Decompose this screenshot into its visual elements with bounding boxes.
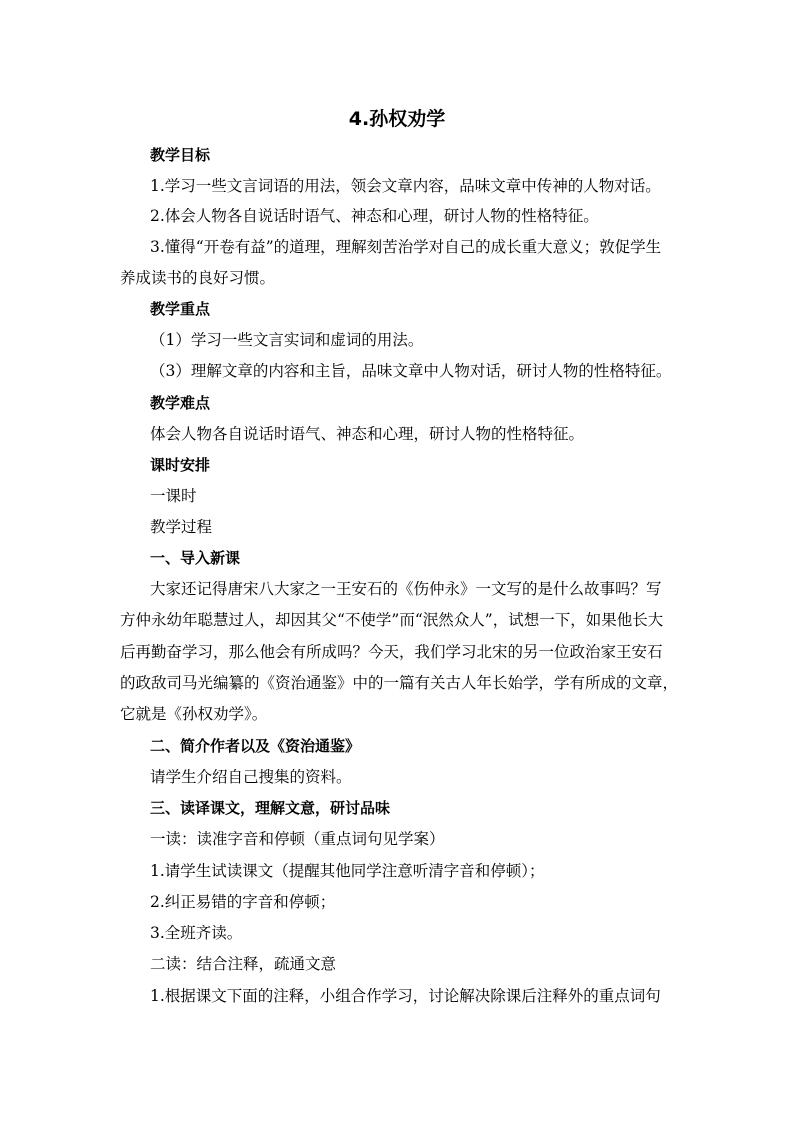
read-2-step-1: 1.根据课文下面的注释，小组合作学习，讨论解决除课后注释外的重点词句 [150,987,661,1005]
heading-schedule: 课时安排 [150,456,211,474]
heading-key-points: 教学重点 [150,300,211,318]
key-point-2: （3）理解文章的内容和主旨，品味文章中人物对话，研讨人物的性格特征。 [150,362,672,380]
read-2-heading: 二读：结合注释，疏通文意 [150,955,337,973]
section-1-para-line5: 它就是《孙权劝学》。 [120,705,268,723]
goal-item-3-line1: 3.懂得“开卷有益”的道理，理解刻苦治学对自己的成长重大意义；敦促学生 [150,238,662,256]
goal-item-1: 1.学习一些文言词语的用法，领会文章内容，品味文章中传神的人物对话。 [150,177,661,195]
heading-process: 教学过程 [150,518,213,536]
difficulty-1: 体会人物各自说话时语气、神态和心理，研讨人物的性格特征。 [150,425,585,443]
key-point-1: （1）学习一些文言实词和虚词的用法。 [150,331,424,349]
heading-difficulties: 教学难点 [150,394,211,412]
read-1-step-3: 3.全班齐读。 [150,924,243,942]
section-2-text: 请学生介绍自己搜集的资料。 [150,768,352,786]
goal-item-3-line2: 养成读书的良好习惯。 [120,269,276,287]
section-3-heading: 三、读译课文，理解文意，研讨品味 [150,799,391,817]
schedule-text: 一课时 [150,487,197,505]
section-1-para-line3: 后再勤奋学习，那么他会有所成吗？今天，我们学习北宋的另一位政治家王安石 [120,643,663,661]
heading-teaching-goals: 教学目标 [150,146,211,164]
document-title: 4.孙权劝学 [348,108,446,130]
section-1-para-line2: 方仲永幼年聪慧过人，却因其父“不使学”而“泯然众人”，试想一下，如果他长大 [120,611,664,629]
section-2-heading: 二、简介作者以及《资治通鉴》 [150,737,361,755]
read-1-heading: 一读：读准字音和停顿（重点词句见学案） [150,830,445,848]
section-1-para-line4: 的政敌司马光编纂的《资治通鉴》中的一篇有关古人年长始学，学有所成的文章， [120,674,679,692]
section-1-heading: 一、导入新课 [150,549,241,567]
read-1-step-2: 2.纠正易错的字音和停顿； [150,893,336,911]
section-1-para-line1: 大家还记得唐宋八大家之一王安石的《伤仲永》一文写的是什么故事吗？写 [150,580,662,598]
read-1-step-1: 1.请学生试读课文（提醒其他同学注意听清字音和停顿）； [150,862,545,880]
goal-item-2: 2.体会人物各自说话时语气、神态和心理，研讨人物的性格特征。 [150,207,599,225]
